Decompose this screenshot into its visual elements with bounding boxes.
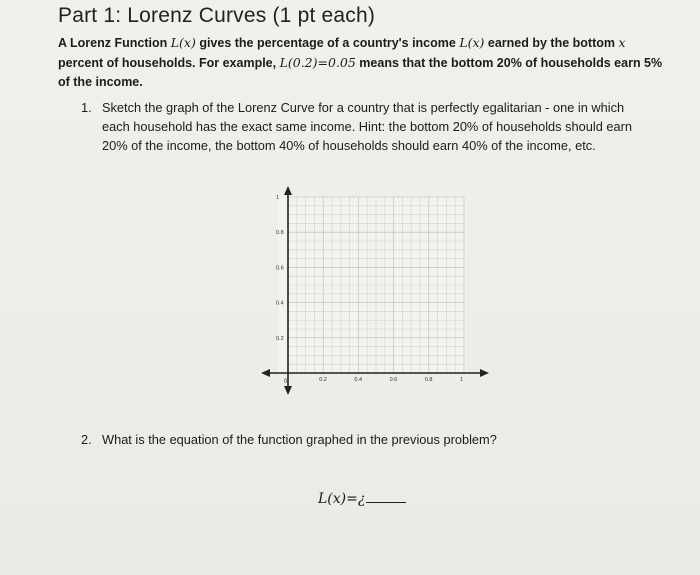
intro-text-e: means that the bottom 20% of households earn 5% of the income. <box>58 56 663 89</box>
question-1-number: 1. <box>81 100 92 115</box>
intro-math-lx-2: L(x) <box>459 35 485 50</box>
question-2-number: 2. <box>81 432 92 447</box>
y-tick-label: 1 <box>276 195 280 201</box>
y-axis-arrow-up <box>284 186 292 195</box>
y-tick-label: 0.6 <box>276 265 284 272</box>
origin-label: 0 <box>284 379 288 385</box>
x-tick-label: 1 <box>460 377 464 383</box>
intro-text-a: A Lorenz Function <box>58 36 171 50</box>
answer-expression: L(x)=¿ <box>318 491 366 507</box>
question-2-text: What is the equation of the function graphed in the previous problem? <box>102 432 497 447</box>
x-tick-label: 0.4 <box>354 377 363 383</box>
y-axis-arrow-down <box>284 386 292 395</box>
intro-math-example: L(0.2)=0.05 <box>279 55 356 70</box>
intro-text-d: percent of households. For example, <box>58 56 280 70</box>
x-tick-label: 0.2 <box>319 377 327 383</box>
intro-paragraph <box>58 33 668 92</box>
intro-text-b: gives the percentage of a country's income <box>195 36 460 50</box>
x-axis-arrow-left <box>261 369 270 377</box>
x-axis-arrow-right <box>480 369 489 377</box>
blank-coordinate-grid[interactable] <box>258 185 494 400</box>
y-tick-label: 0.2 <box>276 335 284 342</box>
page-title: Part 1: Lorenz Curves (1 pt each) <box>58 4 376 27</box>
grid-lines <box>288 197 464 373</box>
answer-blank[interactable] <box>366 500 406 503</box>
intro-math-lx-1: L(x) <box>170 35 196 50</box>
y-tick-label: 0.4 <box>276 300 284 307</box>
x-tick-labels <box>319 377 463 383</box>
intro-text-c: earned by the bottom <box>484 36 619 50</box>
intro-math-x: x <box>618 35 626 50</box>
question-1-text: Sketch the graph of the Lorenz Curve for a country that is perfectly egalitarian - one in which each household has the exact same income. Hint: the bottom 20% of households should earn 20% of the income, the bottom 40% of households should earn 40% of the income, etc. <box>102 100 632 153</box>
y-tick-label: 0.8 <box>276 230 284 237</box>
answer-line <box>318 491 406 507</box>
x-tick-label: 0.6 <box>389 377 398 383</box>
x-tick-label: 0.8 <box>424 377 433 383</box>
